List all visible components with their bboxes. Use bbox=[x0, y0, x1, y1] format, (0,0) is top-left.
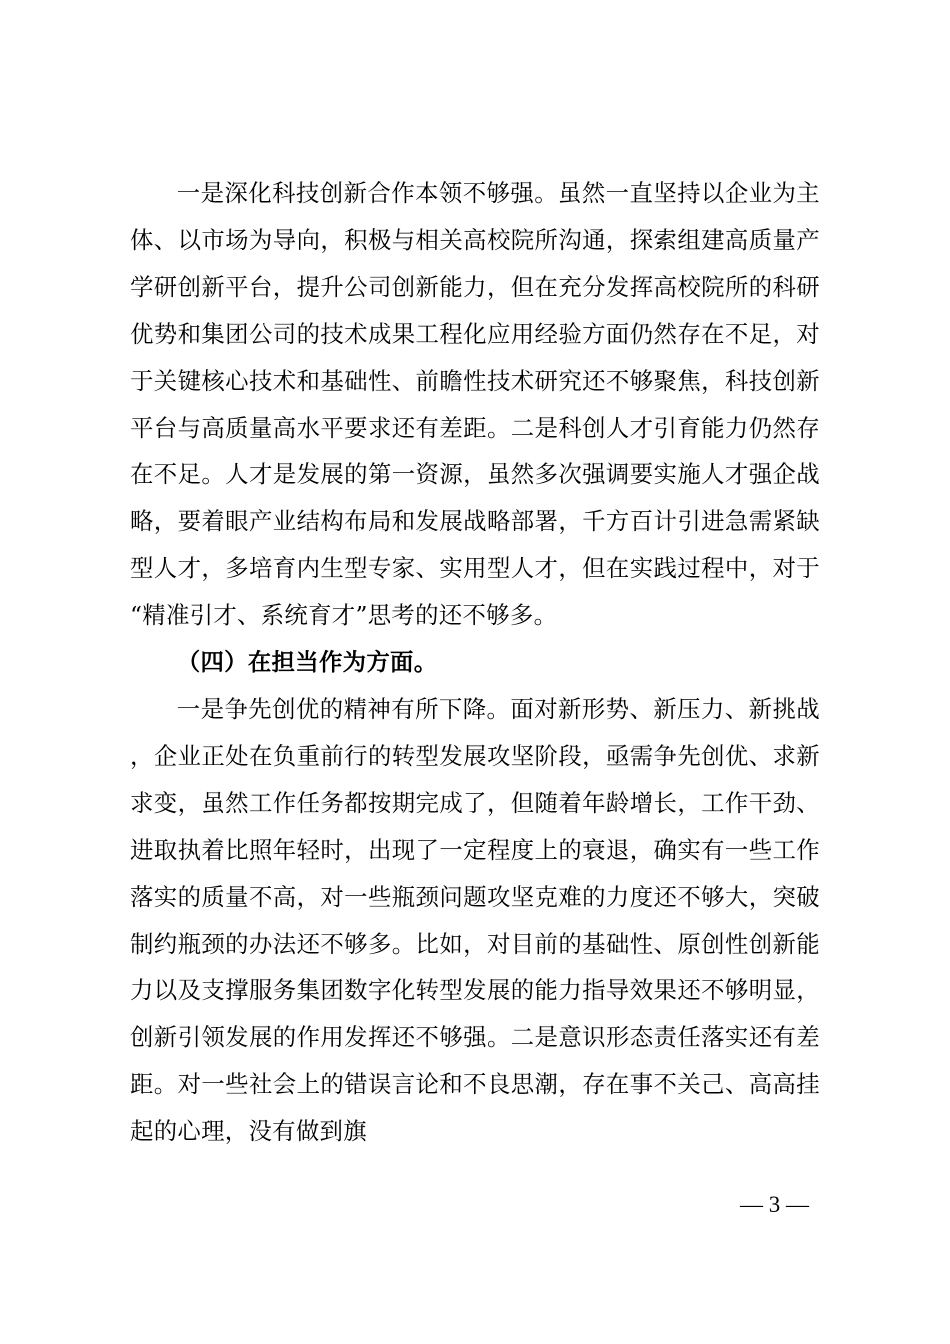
section-heading: （四）在担当作为方面。 bbox=[176, 648, 438, 677]
paragraph-tech-innovation: 一是深化科技创新合作本领不够强。虽然一直坚持以企业为主体、以市场为导向，积极与相关高校院所沟通，探索组建高质量产学研创新平台，提升公司创新能力，但在充分发挥高校院所的科研优势和集团公司的技术成果工程化应用经验方面仍然存在不足，对于关键核心技术和基础性、前瞻性技术研究还不够聚焦，科技创新平台与高质量高水平要求还有差距。二是科创人才引育能力仍然存在不足。人才是发展的第一资源，虽然多次强调要实施人才强企战略，要着眼产业结构布局和发展战略部署，千方百计引进急需紧缺型人才，多培育内生型专家、实用型人才，但在实践过程中，对于 “精准引才、系统育才”思考的还不够多。 bbox=[130, 179, 820, 630]
paragraph-responsibility: 一是争先创优的精神有所下降。面对新形势、新压力、新挑战，企业正处在负重前行的转型发展攻坚阶段，亟需争先创优、求新求变，虽然工作任务都按期完成了，但随着年龄增长，工作干劲、进取执着比照年轻时，出现了一定程度上的衰退，确实有一些工作落实的质量不高，对一些瓶颈问题攻坚克难的力度还不够大，突破制约瓶颈的办法还不够多。比如，对目前的基础性、原创性创新能力以及支撑服务集团数字化转型发展的能力指导效果还不够明显，创新引领发展的作用发挥还不够强。二是意识形态责任落实还有差距。对一些社会上的错误言论和不良思潮，存在事不关己、高高挂起的心理，没有做到旗 bbox=[130, 694, 820, 1146]
body-text bbox=[130, 170, 820, 1155]
page-number: — 3 — bbox=[740, 1192, 809, 1217]
